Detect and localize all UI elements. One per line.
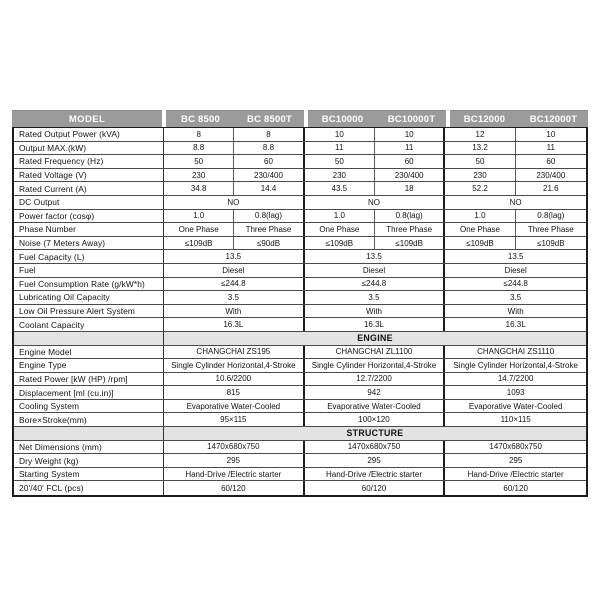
value-cell: 60/120 — [503, 483, 528, 493]
value-cell: One Phase — [164, 223, 234, 236]
row-label: DC Output — [14, 196, 164, 209]
table-row — [14, 223, 586, 237]
value-cell: 60 — [375, 155, 445, 168]
value-cell: NO — [305, 196, 446, 209]
table-row — [14, 468, 586, 482]
value-cell: Three Phase — [375, 223, 445, 236]
row-label: Engine Model — [14, 346, 164, 359]
value-cell: Diesel — [504, 265, 527, 275]
table-row — [14, 400, 586, 414]
value-cell: Three Phase — [234, 223, 304, 236]
value-cell: 0.8(lag) — [375, 210, 445, 223]
value-cell: 95×115 — [164, 413, 305, 426]
table-row — [14, 373, 586, 387]
value-cell: 0.8(lag) — [537, 211, 565, 221]
value-cell: Hand-Drive /Electric starter — [305, 468, 446, 481]
section-bar-label-spacer — [14, 332, 164, 345]
value-cell: 110×115 — [500, 415, 531, 425]
row-label: Phase Number — [14, 223, 164, 236]
value-cell: NO — [509, 197, 522, 207]
model-name: BC10000T — [387, 113, 436, 125]
value-cell: 13.5 — [305, 250, 446, 263]
table-row — [14, 250, 586, 264]
value-cell: 230/400 — [375, 169, 445, 182]
row-label: Coolant Capacity — [14, 318, 164, 331]
value-cell: Single Cylinder Horizontal,4-Stroke — [164, 359, 305, 372]
value-cell: With — [305, 305, 446, 318]
value-cell: 3.5 — [164, 291, 305, 304]
row-label: Power factor (cosφ) — [14, 210, 164, 223]
table-row — [14, 359, 586, 373]
value-cell: 8 — [164, 128, 234, 141]
section-bar-label-spacer — [14, 427, 164, 440]
value-cell: ≤244.8 — [305, 278, 446, 291]
value-cell: 230/400 — [234, 169, 304, 182]
model-name: BC 8500T — [247, 113, 292, 125]
value-cell: ≤109dB — [164, 237, 234, 250]
value-cell: 10 — [375, 128, 445, 141]
value-cell: 13.5 — [164, 250, 305, 263]
table-row — [14, 210, 586, 224]
value-cell: One Phase — [305, 223, 375, 236]
table-row — [14, 237, 586, 251]
row-label: 20'/40' FCL (pcs) — [14, 481, 164, 495]
value-cell: 1.0 — [445, 210, 515, 223]
value-cell: ≤244.8 — [503, 279, 528, 289]
table-row — [14, 291, 586, 305]
value-cell: Diesel — [305, 264, 446, 277]
row-label: Fuel Consumption Rate (g/kW*h) — [14, 278, 164, 291]
value-cell: Evaporative Water-Cooled — [468, 401, 563, 411]
row-label: Rated Current (A) — [14, 182, 164, 195]
model-name: BC12000 — [463, 113, 506, 125]
value-cell: 1470x680x750 — [305, 441, 446, 454]
generator-spec-table — [12, 110, 588, 497]
value-cell: One Phase — [445, 223, 515, 236]
value-cell: ≤90dB — [234, 237, 304, 250]
value-cell: 3.5 — [510, 292, 522, 302]
value-cell: 52.2 — [445, 182, 515, 195]
value-cell: ≤109dB — [445, 237, 515, 250]
value-cell: CHANGCHAI ZL1100 — [305, 346, 446, 359]
model-header-label: MODEL — [12, 110, 162, 127]
value-cell: 1470x680x750 — [489, 442, 542, 452]
value-cell: With — [507, 306, 524, 316]
value-cell: 50 — [445, 155, 515, 168]
value-cell: 50 — [305, 155, 375, 168]
value-cell: Diesel — [164, 264, 305, 277]
table-row — [14, 481, 586, 495]
value-cell: 10 — [546, 129, 556, 139]
row-label: Rated Output Power (kVA) — [14, 128, 164, 141]
table-row — [14, 169, 586, 183]
value-cell: Evaporative Water-Cooled — [305, 400, 446, 413]
row-label: Rated Voltage (V) — [14, 169, 164, 182]
row-label: Starting System — [14, 468, 164, 481]
value-cell: 50 — [164, 155, 234, 168]
value-cell: Hand-Drive /Electric starter — [467, 469, 564, 479]
value-cell: Three Phase — [527, 224, 574, 234]
table-row — [14, 142, 586, 156]
value-cell: 13.2 — [445, 142, 515, 155]
value-cell: 60 — [546, 156, 556, 166]
value-cell: 230 — [164, 169, 234, 182]
value-cell: 8.8 — [234, 142, 304, 155]
value-cell: 11 — [305, 142, 375, 155]
section-bar-engine — [14, 332, 586, 346]
value-cell: 1093 — [506, 388, 525, 398]
row-label: Bore×Stroke(mm) — [14, 413, 164, 426]
value-cell: 8.8 — [164, 142, 234, 155]
row-label: Rated Frequency (Hz) — [14, 155, 164, 168]
value-cell: 13.5 — [507, 252, 524, 262]
value-cell: 295 — [164, 454, 305, 467]
value-cell: ≤109dB — [537, 238, 565, 248]
spec-table-body — [12, 127, 588, 497]
value-cell: With — [164, 305, 305, 318]
value-cell: Evaporative Water-Cooled — [164, 400, 305, 413]
model-group-header-3 — [450, 110, 588, 127]
value-cell: 1.0 — [305, 210, 375, 223]
value-cell: NO — [164, 196, 305, 209]
value-cell: 942 — [305, 386, 446, 399]
table-row — [14, 196, 586, 210]
value-cell: 21.6 — [543, 184, 559, 194]
table-row — [14, 346, 586, 360]
value-cell: 16.3L — [505, 320, 526, 330]
model-group-header-2 — [308, 110, 446, 127]
row-label: Net Dimensions (mm) — [14, 441, 164, 454]
value-cell: 10.6/2200 — [164, 373, 305, 386]
value-cell: 34.8 — [164, 182, 234, 195]
table-row — [14, 454, 586, 468]
table-row — [14, 413, 586, 427]
value-cell: 1.0 — [164, 210, 234, 223]
section-bar-structure — [14, 427, 586, 441]
value-cell: 14.4 — [234, 182, 304, 195]
value-cell: 3.5 — [305, 291, 446, 304]
table-row — [14, 128, 586, 142]
value-cell: 11 — [375, 142, 445, 155]
model-group-header-1 — [166, 110, 304, 127]
row-label: Low Oil Pressure Alert System — [14, 305, 164, 318]
section-title: STRUCTURE — [346, 428, 404, 439]
row-label: Output MAX.(kW) — [14, 142, 164, 155]
table-row — [14, 318, 586, 332]
value-cell: 18 — [375, 182, 445, 195]
value-cell: Single Cylinder Horizontal,4-Stroke — [453, 360, 578, 370]
row-label: Fuel — [14, 264, 164, 277]
value-cell: 10 — [305, 128, 375, 141]
table-row — [14, 305, 586, 319]
row-label: Engine Type — [14, 359, 164, 372]
value-cell: 60/120 — [305, 481, 446, 495]
value-cell: 230/400 — [536, 170, 566, 180]
value-cell: 815 — [164, 386, 305, 399]
row-label: Noise (7 Meters Away) — [14, 237, 164, 250]
value-cell: 230 — [445, 169, 515, 182]
row-label: Displacement [ml (cu.in)] — [14, 386, 164, 399]
value-cell: ≤109dB — [375, 237, 445, 250]
value-cell: 8 — [234, 128, 304, 141]
row-label: Lubricating Oil Capacity — [14, 291, 164, 304]
value-cell: ≤244.8 — [164, 278, 305, 291]
value-cell: CHANGCHAI ZS1110 — [477, 347, 555, 357]
value-cell: 60/120 — [164, 481, 305, 495]
model-header-row — [12, 110, 588, 127]
value-cell: 60 — [234, 155, 304, 168]
row-label: Fuel Capacity (L) — [14, 250, 164, 263]
value-cell: 295 — [305, 454, 446, 467]
value-cell: 1470x680x750 — [164, 441, 305, 454]
value-cell: 16.3L — [164, 318, 305, 331]
table-row — [14, 278, 586, 292]
table-row — [14, 441, 586, 455]
value-cell: 12 — [445, 128, 515, 141]
table-row — [14, 264, 586, 278]
row-label: Rated Power [kW (HP) /rpm] — [14, 373, 164, 386]
value-cell: Single Cylinder Horizontal,4-Stroke — [305, 359, 446, 372]
value-cell: 230 — [305, 169, 375, 182]
value-cell: 43.5 — [305, 182, 375, 195]
value-cell: ≤109dB — [305, 237, 375, 250]
table-row — [14, 155, 586, 169]
model-name: BC12000T — [529, 113, 578, 125]
value-cell: 0.8(lag) — [234, 210, 304, 223]
value-cell: CHANGCHAI ZS195 — [164, 346, 305, 359]
model-name: BC 8500 — [181, 113, 220, 125]
value-cell: 11 — [546, 143, 555, 153]
section-title: ENGINE — [357, 333, 393, 344]
row-label: Cooling System — [14, 400, 164, 413]
row-label: Dry Weight (kg) — [14, 454, 164, 467]
table-row — [14, 182, 586, 196]
value-cell: 12.7/2200 — [305, 373, 446, 386]
model-name: BC10000 — [321, 113, 364, 125]
table-row — [14, 386, 586, 400]
value-cell: 100×120 — [305, 413, 446, 426]
value-cell: 295 — [508, 456, 523, 466]
value-cell: 14.7/2200 — [497, 374, 534, 384]
value-cell: 16.3L — [305, 318, 446, 331]
value-cell: Hand-Drive /Electric starter — [164, 468, 305, 481]
